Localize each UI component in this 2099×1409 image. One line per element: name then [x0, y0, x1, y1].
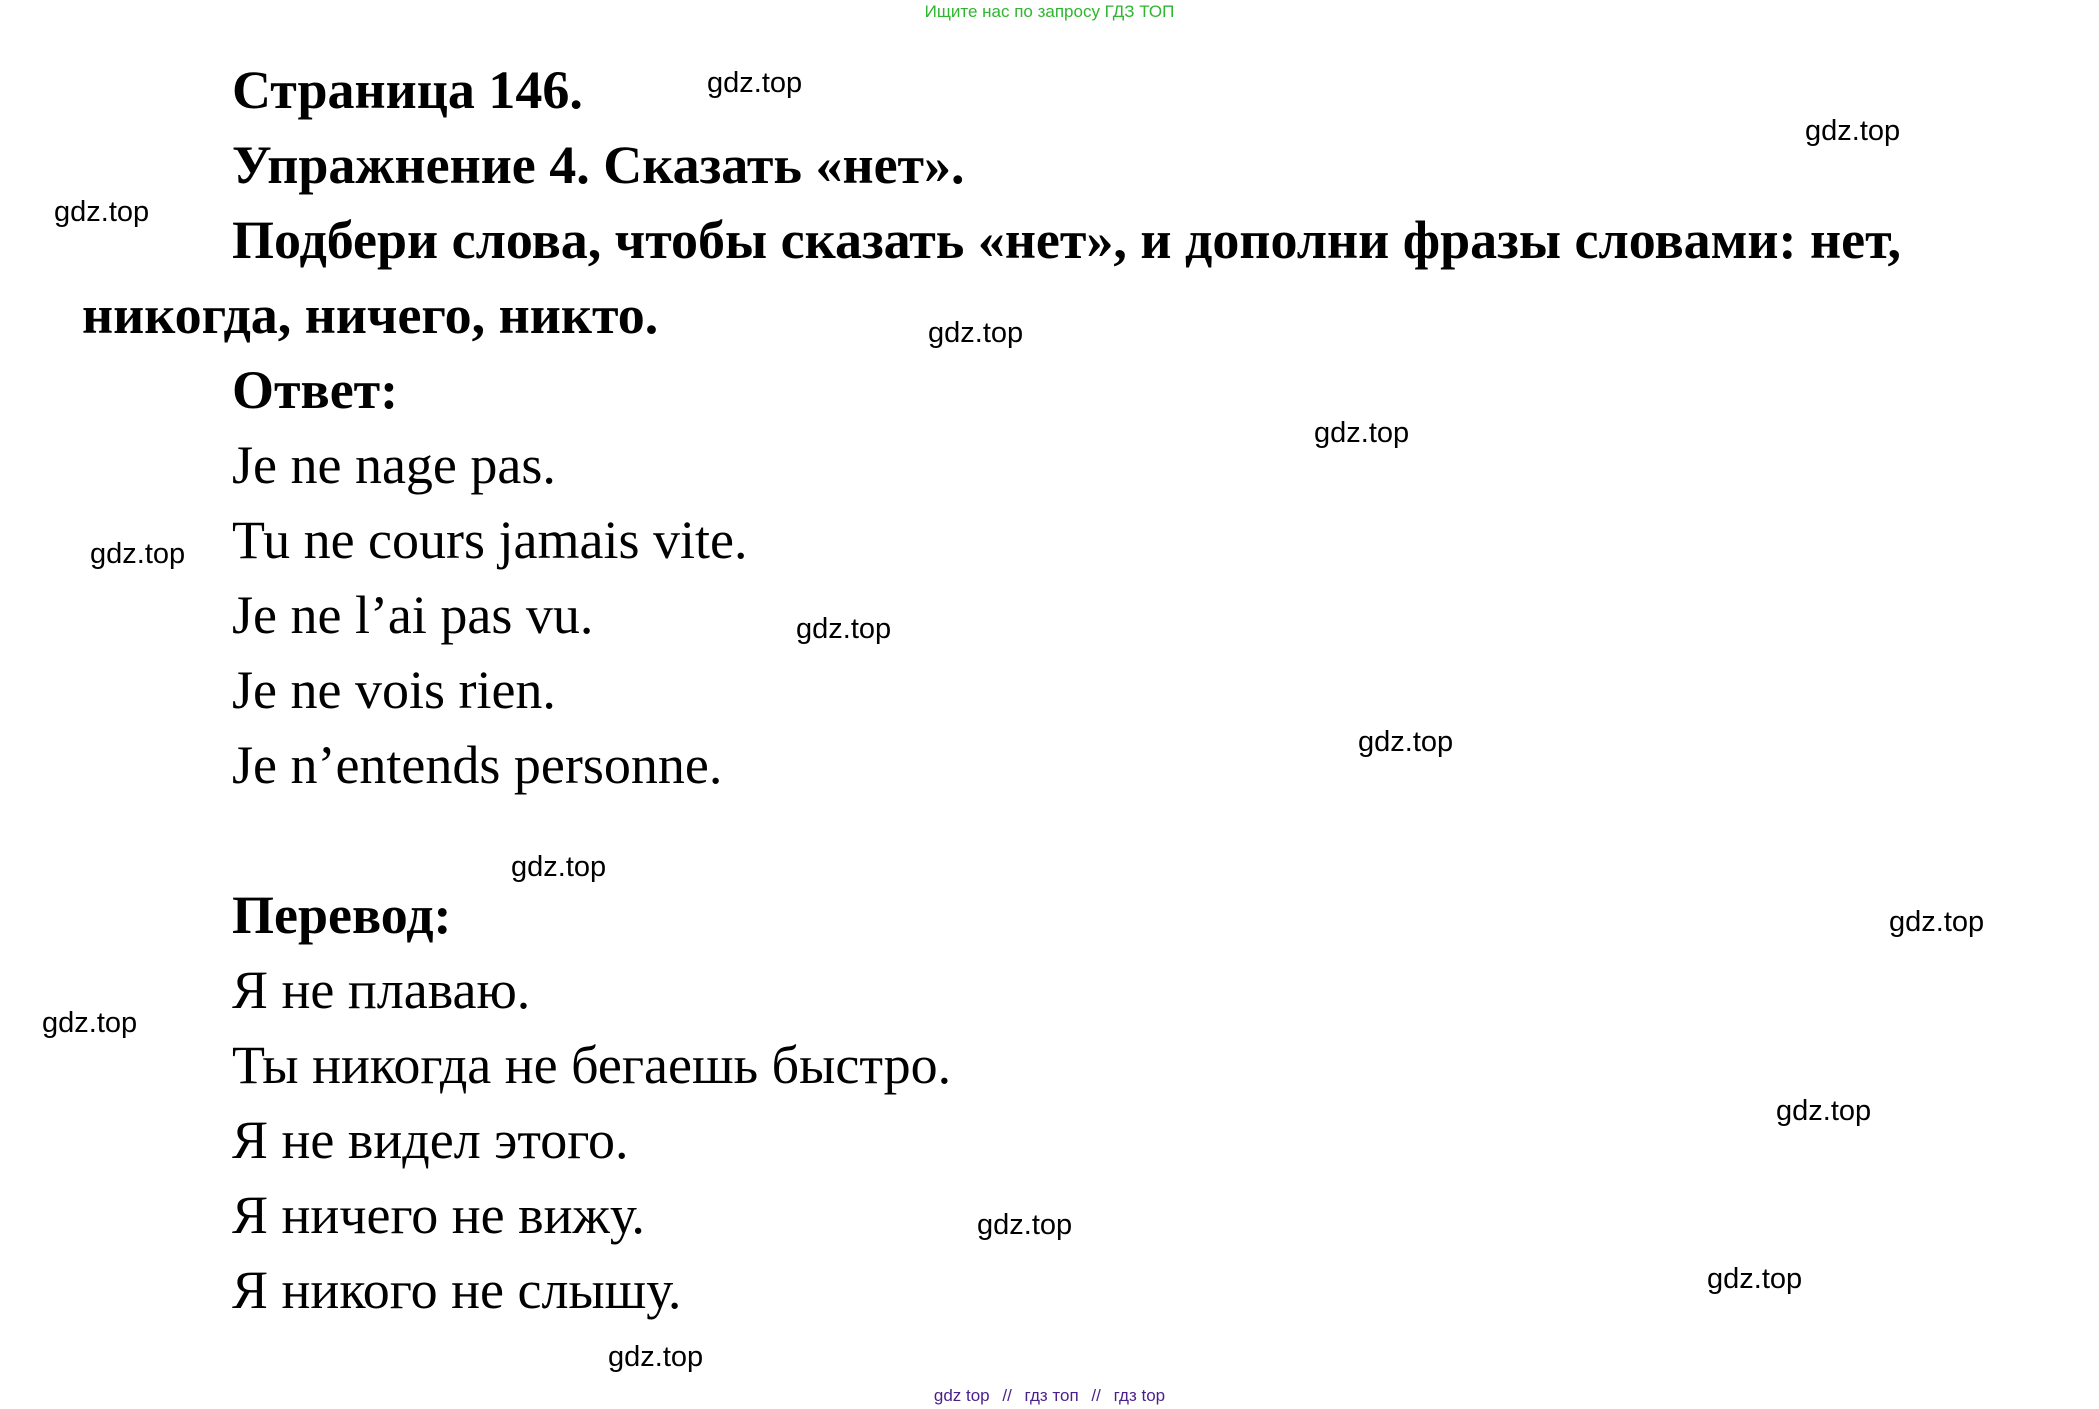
- translation-label: Перевод:: [232, 885, 452, 945]
- answer-line: Tu ne cours jamais vite.: [232, 510, 748, 570]
- watermark: gdz.top: [1776, 1095, 1872, 1127]
- watermark: gdz.top: [796, 613, 892, 645]
- watermark: gdz.top: [54, 196, 150, 228]
- footer-link[interactable]: gdz top: [933, 1386, 990, 1405]
- translation-line: Ты никогда не бегаешь быстро.: [232, 1035, 952, 1095]
- watermark: gdz.top: [1889, 906, 1985, 938]
- exercise-title: Упражнение 4. Сказать «нет».: [232, 135, 965, 195]
- watermark: gdz.top: [707, 67, 803, 99]
- answer-line: Je ne l’ai pas vu.: [232, 585, 594, 645]
- answer-line: Je ne nage pas.: [232, 435, 556, 495]
- search-banner: Ищите нас по запросу ГДЗ ТОП: [924, 2, 1175, 21]
- watermark: gdz.top: [608, 1341, 704, 1373]
- page-number-heading: Страница 146.: [232, 60, 583, 120]
- watermark: gdz.top: [977, 1209, 1073, 1241]
- footer-separator: //: [1002, 1386, 1012, 1405]
- watermark: gdz.top: [1314, 417, 1410, 449]
- translation-line: Я ничего не вижу.: [232, 1185, 645, 1245]
- translation-line: Я никого не слышу.: [232, 1260, 682, 1320]
- answer-line: Je n’entends personne.: [232, 735, 723, 795]
- answer-line: Je ne vois rien.: [232, 660, 556, 720]
- watermark: gdz.top: [42, 1007, 138, 1039]
- translation-line: Я не видел этого.: [232, 1110, 629, 1170]
- footer-separator: //: [1091, 1386, 1101, 1405]
- footer-link[interactable]: гдз топ: [1024, 1386, 1079, 1405]
- footer-links: [0, 1386, 2099, 1406]
- watermark: gdz.top: [928, 317, 1024, 349]
- translation-line: Я не плаваю.: [232, 960, 531, 1020]
- watermark: gdz.top: [1805, 115, 1901, 147]
- task-instruction-line-1: Подбери слова, чтобы сказать «нет», и дополни фразы словами: нет,: [232, 210, 1902, 270]
- watermark: gdz.top: [1707, 1263, 1803, 1295]
- answer-label: Ответ:: [232, 360, 399, 420]
- watermark: gdz.top: [1358, 726, 1454, 758]
- watermark: gdz.top: [90, 538, 186, 570]
- watermark: gdz.top: [511, 851, 607, 883]
- footer-link[interactable]: гдз top: [1113, 1386, 1166, 1405]
- task-instruction-line-2: никогда, ничего, никто.: [82, 285, 659, 345]
